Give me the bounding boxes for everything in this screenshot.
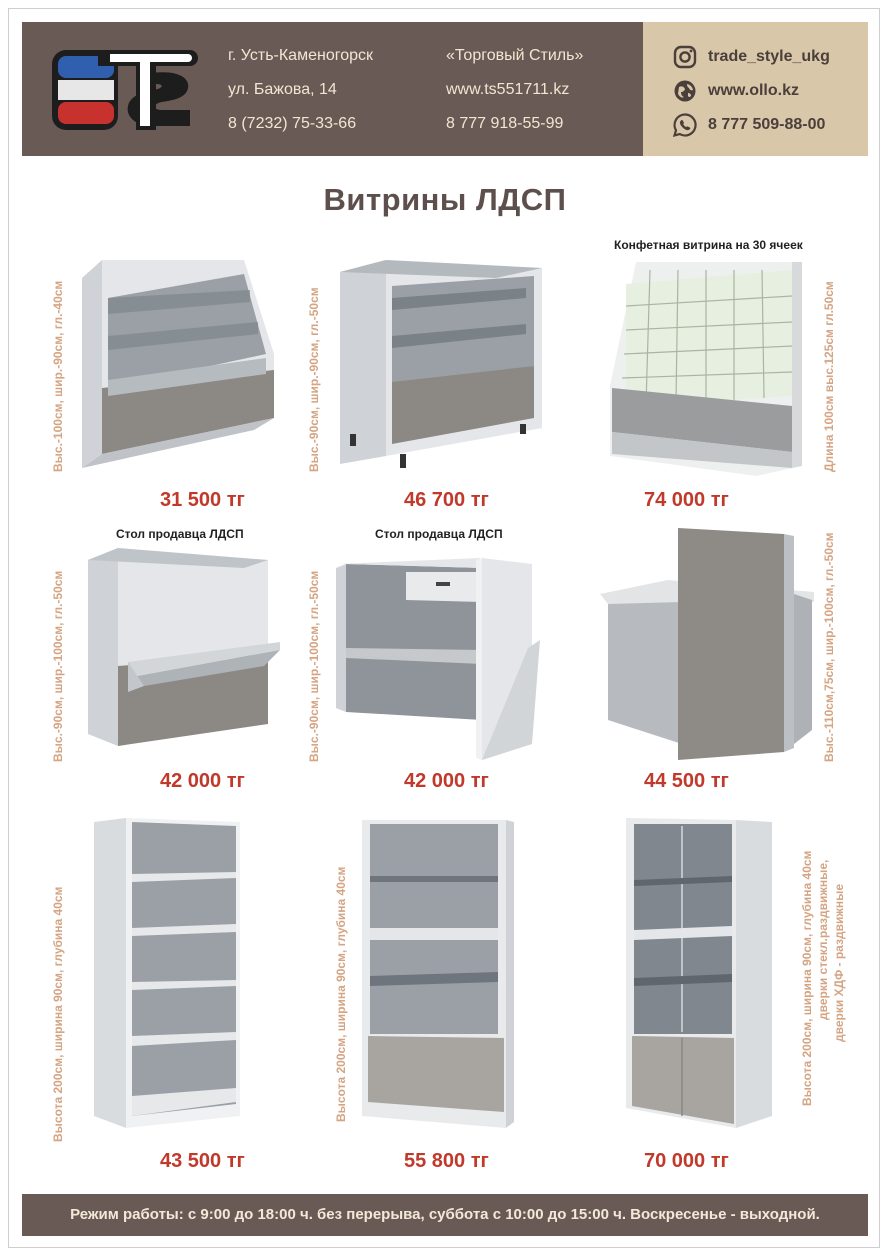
- page-title: Витрины ЛДСП: [323, 182, 567, 217]
- contacts-block: [446, 48, 583, 150]
- whatsapp-number: 8 777 509-88-00: [708, 116, 826, 133]
- dims-label-2: Выс.-90см, шир.-90см, гл.-50см: [307, 287, 321, 472]
- product-image-5: [332, 544, 548, 762]
- street-text: ул. Бажова, 14: [228, 81, 337, 98]
- product-image-2: [336, 258, 546, 474]
- website-text: www.ollo.kz: [708, 82, 799, 99]
- social-instagram[interactable]: [672, 40, 830, 74]
- price-5: 42 000 тг: [404, 770, 489, 792]
- dims-label-4: Выс.-90см, шир.-100см, гл.-50см: [51, 570, 65, 762]
- address-block: [228, 48, 373, 150]
- product-image-8: [360, 816, 516, 1130]
- social-website[interactable]: [672, 74, 830, 108]
- price-8: 55 800 тг: [404, 1150, 489, 1172]
- price-7: 43 500 тг: [160, 1150, 245, 1172]
- website-link[interactable]: www.ts551711.kz: [446, 81, 570, 98]
- dims-label-6: Выс.-110см,75см, шир.-100см, гл.-50см: [822, 532, 836, 762]
- city-text: г. Усть-Каменогорск: [228, 47, 373, 64]
- dims-label-9c: дверки ХДФ - раздвижные: [832, 883, 846, 1042]
- caption-5: Стол продавца ЛДСП: [375, 527, 503, 541]
- dims-label-9: Высота 200см, ширина 90см, глубина 40см: [800, 850, 814, 1106]
- footer-bar: [22, 1194, 868, 1236]
- company-name: «Торговый Стиль»: [446, 47, 584, 64]
- product-image-3: [606, 256, 806, 478]
- dims-label-9b: дверки стекл.раздвижные,: [816, 859, 830, 1020]
- price-9: 70 000 тг: [644, 1150, 729, 1172]
- dims-label-8: Высота 200см, ширина 90см, глубина 40см: [334, 866, 348, 1122]
- social-list: [672, 40, 830, 142]
- caption-3: Конфетная витрина на 30 ячеек: [614, 238, 803, 252]
- dims-label-3: Длина 100см выс.125см гл.50см: [822, 281, 836, 472]
- dims-label-1: Выс.-100см, шир.-90см, гл.-40см: [51, 280, 65, 472]
- caption-4: Стол продавца ЛДСП: [116, 527, 244, 541]
- dims-label-7: Высота 200см, ширина 90см, глубина 40см: [51, 886, 65, 1142]
- price-4: 42 000 тг: [160, 770, 245, 792]
- working-hours-text: Режим работы: с 9:00 до 18:00 ч. без перерыва, суббота с 10:00 до 15:00 ч. Воскресенье - выходной.: [70, 1206, 820, 1223]
- ts-logo: [48, 44, 198, 136]
- price-1: 31 500 тг: [160, 489, 245, 511]
- product-image-1: [78, 258, 278, 480]
- instagram-icon: [672, 44, 698, 70]
- product-image-4: [84, 546, 284, 750]
- phone-text: 8 (7232) 75-33-66: [228, 115, 357, 132]
- dims-label-5: Выс.-90см, шир.-100см, гл.-50см: [307, 570, 321, 762]
- instagram-handle: trade_style_ukg: [708, 48, 830, 65]
- globe-icon: [672, 78, 698, 104]
- product-image-9: [624, 816, 774, 1130]
- product-image-6: [598, 524, 816, 760]
- mobile-phone: 8 777 918-55-99: [446, 115, 564, 132]
- price-6: 44 500 тг: [644, 770, 729, 792]
- price-3: 74 000 тг: [644, 489, 729, 511]
- social-whatsapp[interactable]: [672, 108, 830, 142]
- whatsapp-icon: [672, 112, 698, 138]
- price-2: 46 700 тг: [404, 489, 489, 511]
- product-image-7: [92, 816, 242, 1130]
